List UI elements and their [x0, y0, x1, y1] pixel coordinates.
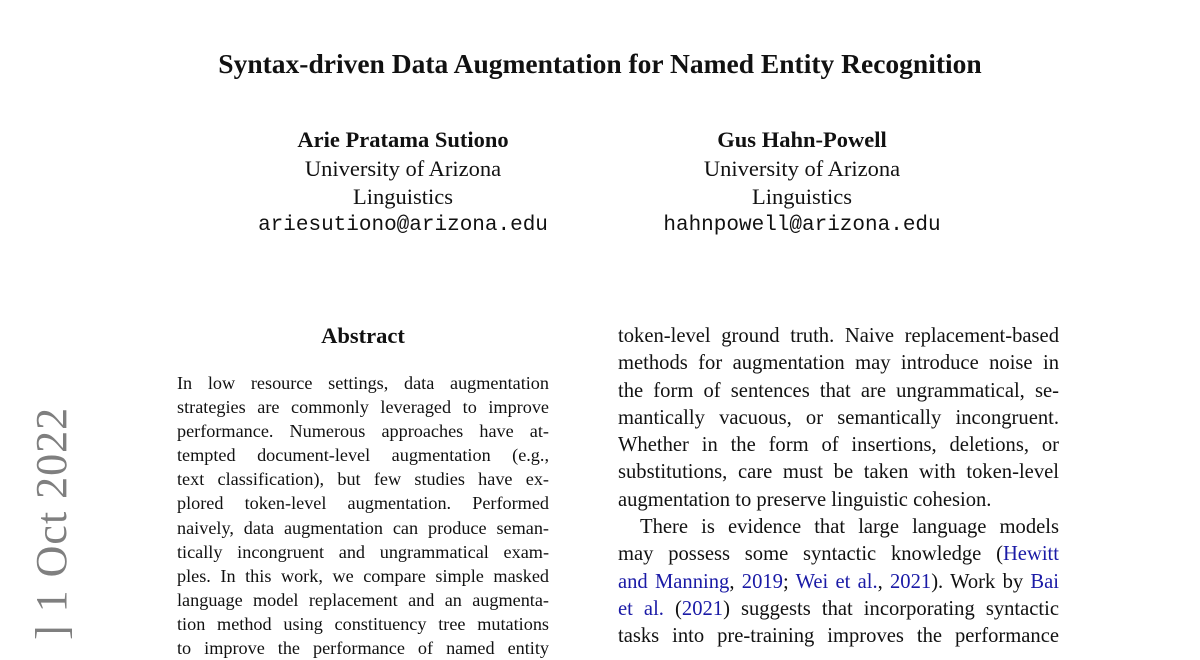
abstract-line: to improve the performance of named entity [177, 638, 549, 659]
abstract-line: text classification), but few studies have ex- [177, 469, 549, 490]
body-column-right [618, 323, 1059, 651]
author-department: Linguistics [353, 184, 453, 209]
body-line: mantically vacuous, or semantically incongruent. [618, 406, 1059, 429]
body-text: may possess some syntactic knowledge ( [618, 543, 1003, 566]
abstract-text [177, 371, 549, 660]
citation-year-link[interactable]: 2019 [741, 570, 783, 593]
body-line [618, 569, 1059, 596]
abstract-line: tically incongruent and ungrammatical exam- [177, 541, 549, 562]
abstract-line: tion method using constituency tree mutations [177, 613, 549, 634]
body-line: Whether in the form of insertions, deletions, or [618, 434, 1059, 457]
author-affiliation: University of Arizona [703, 155, 901, 181]
author-block-1 [193, 126, 613, 240]
citation-link-hewitt[interactable]: Hewitt [1002, 543, 1059, 566]
citation-link-wei[interactable]: Wei et al. [795, 570, 878, 593]
author-email[interactable]: ariesutiono@arizona.edu [258, 213, 548, 237]
abstract-line: strategies are commonly leveraged to improve [177, 397, 549, 418]
body-line: augmentation to preserve linguistic cohesion. [618, 488, 992, 511]
abstract-heading: Abstract [321, 323, 405, 348]
author-name: Gus Hahn-Powell [717, 127, 887, 152]
body-line: There is evidence that large language models [640, 516, 1059, 539]
citation-link-hewitt[interactable]: and Manning [618, 570, 730, 593]
citation-separator: , [729, 570, 742, 593]
citation-link-bai[interactable]: et al. [618, 597, 664, 620]
abstract-line: language model replacement and an augmenta- [177, 589, 549, 610]
body-line: the form of sentences that are ungrammatical, se- [618, 379, 1059, 402]
abstract-line: In low resource settings, data augmentation [177, 373, 549, 393]
arxiv-date-stamp: ] 1 Oct 2022 [27, 406, 76, 640]
abstract-line: naively, data augmentation can produce seman- [177, 517, 549, 538]
citation-year-link[interactable]: 2021 [890, 570, 932, 593]
body-line [618, 541, 1059, 568]
author-name: Arie Pratama Sutiono [297, 127, 509, 152]
author-block-2 [592, 126, 1012, 240]
body-line: tasks into pre-training improves the performance [618, 625, 1059, 648]
author-email[interactable]: hahnpowell@arizona.edu [663, 213, 941, 237]
body-line [618, 596, 1059, 623]
abstract-line: ples. In this work, we compare simple masked [177, 565, 549, 586]
body-line: methods for augmentation may introduce noise in [618, 352, 1059, 375]
author-department: Linguistics [752, 184, 852, 209]
body-line: token-level ground truth. Naive replacement-based [618, 325, 1059, 347]
body-text: ). Work by [931, 570, 1031, 593]
paper-title: Syntax-driven Data Augmentation for Named Entity Recognition [218, 48, 982, 79]
abstract-line: plored token-level augmentation. Performed [177, 493, 549, 514]
citation-separator: ; [782, 570, 796, 593]
citation-year-link[interactable]: 2021 [681, 597, 724, 620]
citation-link-bai[interactable]: Bai [1030, 570, 1060, 593]
abstract-line: performance. Numerous approaches have at- [177, 421, 549, 442]
citation-separator: ( [663, 597, 682, 620]
citation-separator: , [877, 570, 890, 593]
author-affiliation: University of Arizona [304, 155, 502, 181]
body-text: ) suggests that incorporating syntactic [723, 597, 1060, 620]
abstract-line: tempted document-level augmentation (e.g., [177, 445, 549, 466]
body-line: substitutions, care must be taken with token-level [618, 461, 1059, 484]
